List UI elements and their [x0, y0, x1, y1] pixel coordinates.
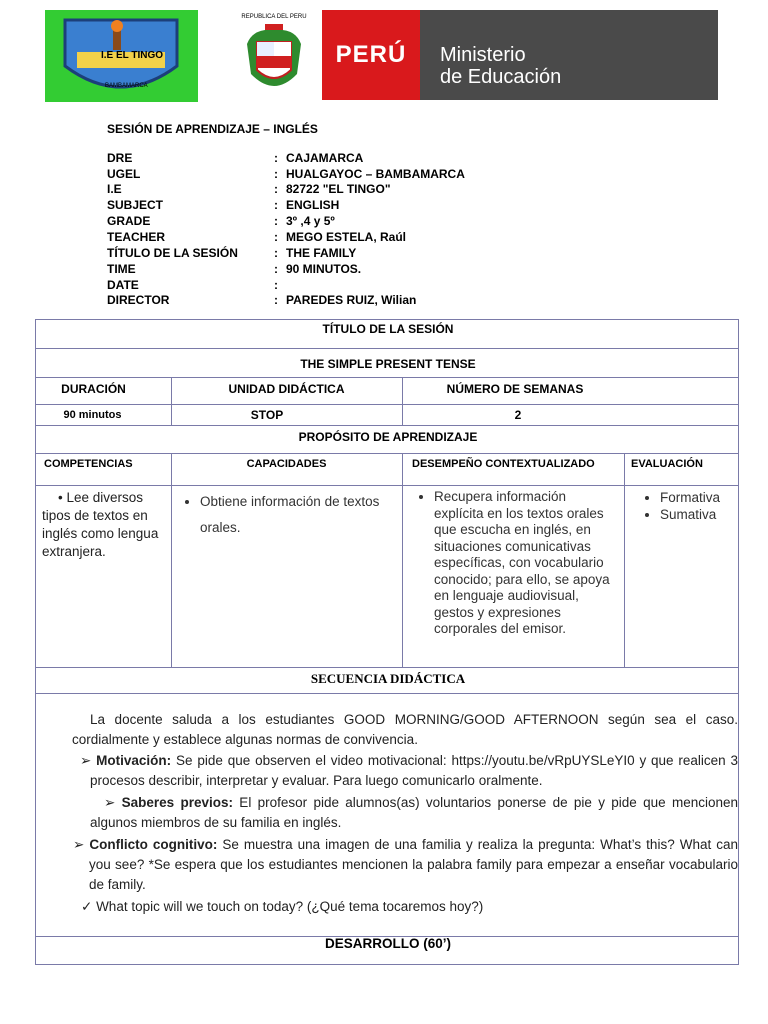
capacidad-text: • Obtiene información de textos orales. [200, 489, 398, 541]
bullet-icon: • [58, 490, 63, 505]
unit-label: UNIDAD DIDÁCTICA [228, 382, 345, 396]
coat-of-arms-icon [243, 24, 305, 98]
col-capacidades: CAPACIDADES [246, 458, 327, 470]
conflicto-text: Se muestra una imagen de una familia y realiza la pregunta: What’s this? What can you see? *Se espera que los estudiantes mencionen la palabra family para empezar a enseñar vocabulario de family. [89, 837, 738, 892]
info-value: 3º ,4 y 5º [286, 214, 335, 228]
session-table [35, 319, 739, 965]
weeks-label: NÚMERO DE SEMANAS [446, 382, 584, 396]
info-value: ENGLISH [286, 198, 340, 212]
school-logo [45, 10, 198, 102]
col-desempeno: DESEMPEÑO CONTEXTUALIZADO [412, 458, 595, 470]
info-label: TEACHER [107, 230, 166, 244]
evaluacion-item: • Formativa [660, 489, 738, 506]
info-colon: : [274, 214, 278, 228]
saberes-label: Saberes previos: [121, 795, 233, 810]
purpose-label: PROPÓSITO DE APRENDIZAJE [298, 430, 478, 444]
duration-value: 90 minutos [63, 409, 122, 421]
unit-value: STOP [250, 408, 284, 422]
info-colon: : [274, 278, 278, 292]
weeks-value: 2 [514, 408, 522, 422]
arrow-icon: ➢ [104, 795, 122, 810]
info-colon: : [274, 262, 278, 276]
saberes-text: El profesor pide alumnos(as) voluntarios ponerse de pie y pide que mencionen algunos miembros de su familia en inglés. [90, 795, 739, 830]
info-value: MEGO ESTELA, Raúl [286, 230, 407, 244]
topic-question [81, 897, 731, 917]
session-heading: SESIÓN DE APRENDIZAJE – INGLÉS [107, 122, 318, 136]
info-label: TÍTULO DE LA SESIÓN [107, 246, 238, 260]
info-value: PAREDES RUIZ, Wilian [286, 293, 417, 307]
duration-label: DURACIÓN [61, 382, 126, 396]
saberes-paragraph [90, 793, 738, 833]
session-title-label: TÍTULO DE LA SESIÓN [322, 322, 454, 336]
school-logo-sub: BAMBAMARCA [105, 83, 148, 89]
peru-crest [235, 14, 313, 100]
arrow-icon: ➢ [73, 837, 90, 852]
info-label: DRE [107, 151, 133, 165]
desempeno-cell [416, 489, 616, 638]
evaluacion-item: • Sumativa [660, 506, 738, 523]
desempeno-text: • Recupera información explícita en los textos orales que escucha en inglés, en situaciones comunicativas específicas, con vocabulario conocido; para ello, se apoya en lenguaje audiovisual, gestos y expresiones corporales del emisor. [434, 489, 616, 638]
info-value: HUALGAYOC – BAMBAMARCA [286, 167, 465, 181]
info-label: DATE [107, 278, 139, 292]
competencia-text: Lee diversos tipos de textos en inglés como lengua extranjera. [42, 490, 159, 559]
info-colon: : [274, 198, 278, 212]
evaluacion-cell [634, 489, 738, 523]
col-evaluacion: EVALUACIÓN [631, 458, 703, 470]
info-label: GRADE [107, 214, 151, 228]
motivacion-text: Se pide que observen el video motivacional: https://youtu.be/vRpUYSLeYI0 y que realicen 3 procesos describir, interpretar y evaluar. Para luego comunicarlo oralmente. [90, 753, 739, 788]
motivacion-label: Motivación: [96, 753, 172, 768]
col-competencias: COMPETENCIAS [44, 458, 133, 470]
ministerio-line1: Ministerio [440, 44, 526, 66]
info-value: 90 MINUTOS. [286, 262, 362, 276]
info-value: THE FAMILY [286, 246, 357, 260]
peru-brand: PERÚ [322, 10, 420, 100]
school-logo-text: I.E EL TINGO [101, 50, 164, 61]
info-colon: : [274, 246, 278, 260]
intro-paragraph: La docente saluda a los estudiantes GOOD MORNING/GOOD AFTERNOON según sea el caso. cordialmente y establece algunas normas de convivencia. [72, 712, 738, 747]
motivacion-paragraph [80, 751, 739, 791]
info-colon: : [274, 167, 278, 181]
capacidad-cell [182, 489, 398, 541]
competencia-cell [42, 489, 168, 561]
info-label: SUBJECT [107, 198, 164, 212]
info-label: UGEL [107, 167, 141, 181]
info-label: I.E [107, 182, 122, 196]
info-label: DIRECTOR [107, 293, 170, 307]
ministerio-brand [420, 10, 718, 100]
secuencia-label: SECUENCIA DIDÁCTICA [310, 671, 466, 686]
info-colon: : [274, 293, 278, 307]
topic-question-text: What topic will we touch on today? (¿Qué tema tocaremos hoy?) [96, 899, 484, 914]
session-title: THE SIMPLE PRESENT TENSE [300, 357, 476, 371]
check-icon: ✓ [81, 899, 97, 914]
arrow-icon: ➢ [80, 753, 97, 768]
info-colon: : [274, 151, 278, 165]
info-value: CAJAMARCA [286, 151, 364, 165]
ministerio-line2: de Educación [440, 66, 562, 88]
conflicto-paragraph [73, 835, 738, 895]
info-colon: : [274, 230, 278, 244]
desarrollo-label: DESARROLLO (60’) [324, 936, 451, 951]
crest-text: REPUBLICA DEL PERU [241, 14, 307, 20]
info-label: TIME [107, 262, 136, 276]
info-value: 82722 "EL TINGO" [286, 182, 391, 196]
conflicto-label: Conflicto cognitivo: [89, 837, 218, 852]
info-colon: : [274, 182, 278, 196]
